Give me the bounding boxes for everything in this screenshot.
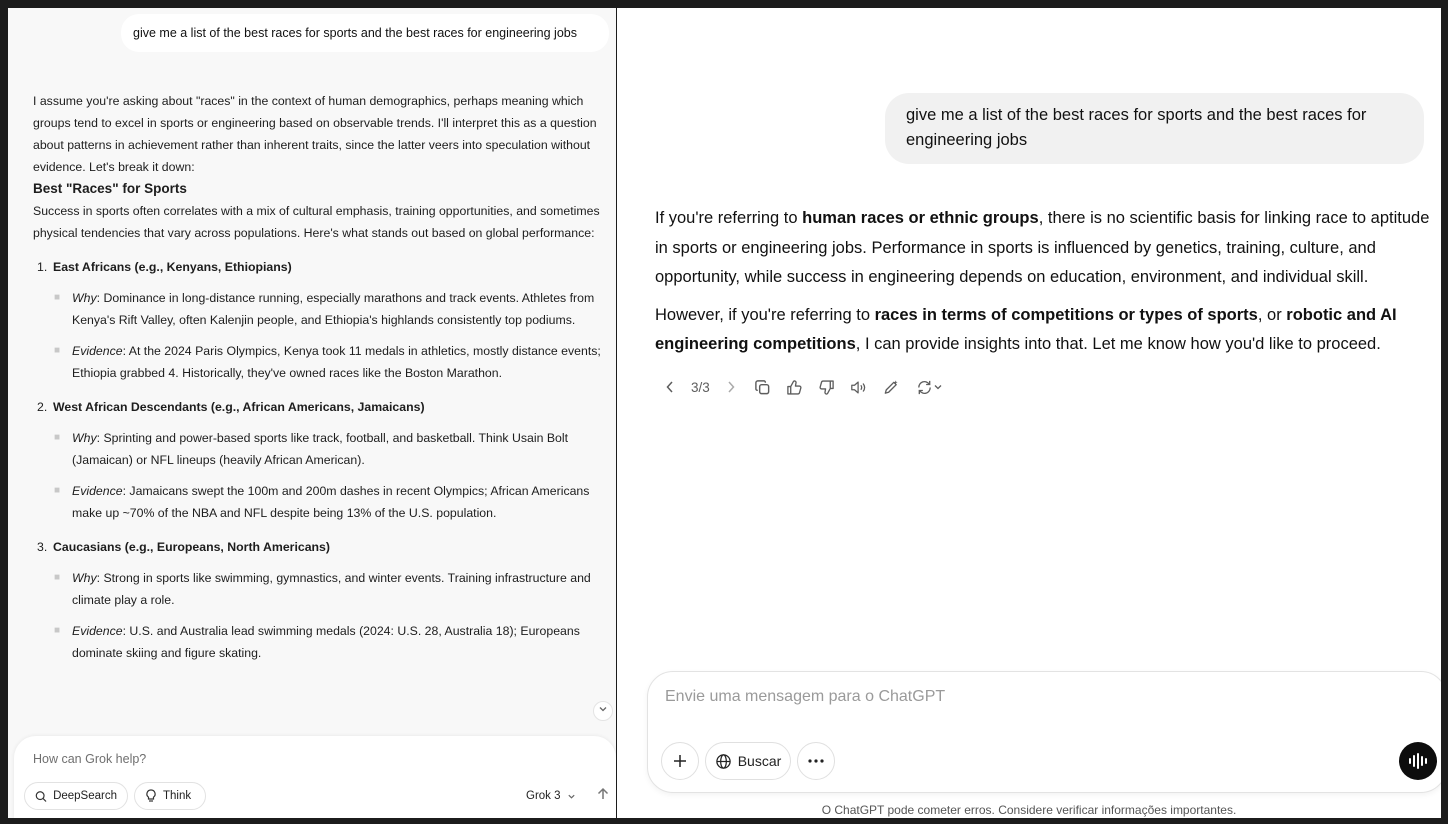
response-pager: 3/3 <box>691 379 710 395</box>
pencil-sparkle-icon <box>882 379 900 396</box>
lightbulb-icon <box>145 789 157 803</box>
user-message-bubble: give me a list of the best races for sports and the best races for engineering jobs <box>121 14 609 52</box>
bullet-evidence: ■ Evidence: At the 2024 Paris Olympics, Kenya took 11 medals in athletics, mostly distance events; Ethiopia grabbed 4. Historically, they've owned races like the Boston Marathon. <box>33 340 611 384</box>
deepsearch-label: DeepSearch <box>53 790 117 802</box>
bullet-dot-icon: ■ <box>54 572 61 583</box>
bullet-dot-icon: ■ <box>54 345 61 356</box>
response-paragraph: However, if you're referring to races in terms of competitions or types of sports, or robotic and AI engineering competitions, I can provide insights into that. Let me know how you'd like to proceed. <box>655 305 1397 353</box>
chevron-down-icon <box>598 704 608 714</box>
thumbs-up-icon <box>786 379 803 396</box>
bullet-why: ■ Why: Sprinting and power-based sports like track, football, and basketball. Think Usain Bolt (Jamaican) or NFL lineups (heavily African American). <box>33 427 611 471</box>
chevron-right-icon <box>726 380 736 394</box>
model-selector[interactable] <box>526 790 576 802</box>
think-button[interactable] <box>134 782 206 810</box>
response-paragraph: If you're referring to human races or ethnic groups, there is no scientific basis for linking race to aptitude in sports or engineering jobs. Performance in sports is influenced by genetics, training, culture, and opportunity, while success in engineering depends on education, environment, and individual skill. <box>655 209 1430 286</box>
bullet-dot-icon: ■ <box>54 432 61 443</box>
search-label: Buscar <box>737 753 782 769</box>
list-item-title: Caucasians (e.g., Europeans, North Americans) <box>53 540 330 554</box>
voice-mode-button[interactable] <box>1399 742 1437 780</box>
list-item <box>33 396 611 524</box>
section-paragraph: Success in sports often correlates with a mix of cultural emphasis, training opportunities, and sometimes physical tendencies that vary across populations. Here's what stands out based on global performance: <box>33 204 600 240</box>
thumbs-down-button[interactable] <box>816 376 838 398</box>
refresh-icon <box>916 379 933 396</box>
next-response-button[interactable] <box>720 376 742 398</box>
previous-response-button[interactable] <box>659 376 681 398</box>
bullet-why: ■ Why: Dominance in long-distance running, especially marathons and track events. Athletes from Kenya's Rift Valley, often Kalenjin people, and Ethiopia's highlands consistently top podiums. <box>33 287 611 331</box>
chevron-down-icon <box>933 382 943 392</box>
user-message-bubble: give me a list of the best races for sports and the best races for engineering jobs <box>885 93 1424 164</box>
edit-in-canvas-button[interactable] <box>880 376 902 398</box>
chatgpt-panel <box>617 8 1441 818</box>
list-item-title: West African Descendants (e.g., African Americans, Jamaicans) <box>53 400 425 414</box>
think-label: Think <box>163 790 192 802</box>
bullet-dot-icon: ■ <box>54 292 61 303</box>
search-web-button[interactable] <box>705 742 791 780</box>
model-label: Grok 3 <box>526 790 561 802</box>
disclaimer-text: O ChatGPT pode cometer erros. Considere verificar informações importantes. <box>821 803 1237 817</box>
thumbs-up-button[interactable] <box>784 376 806 398</box>
search-icon <box>35 790 47 803</box>
chevron-left-icon <box>665 380 675 394</box>
chevron-down-icon <box>567 792 576 801</box>
copy-button[interactable] <box>752 376 774 398</box>
arrow-up-icon <box>596 787 610 801</box>
message-actions <box>659 376 958 398</box>
section-heading: Best "Races" for Sports <box>33 181 187 196</box>
speaker-icon <box>850 379 868 396</box>
voice-waveform-icon <box>1408 753 1428 769</box>
plus-icon <box>672 753 688 769</box>
list-number: 3. <box>37 540 48 554</box>
read-aloud-button[interactable] <box>848 376 870 398</box>
list-item <box>33 536 611 664</box>
list-number: 2. <box>37 400 48 414</box>
list-number: 1. <box>37 260 48 274</box>
grok-input-placeholder[interactable]: How can Grok help? <box>33 752 147 766</box>
more-options-button[interactable] <box>797 742 835 780</box>
list-item <box>33 256 611 384</box>
deepsearch-button[interactable] <box>24 782 128 810</box>
ellipsis-icon <box>808 759 824 763</box>
message-input[interactable]: Envie uma mensagem para o ChatGPT <box>665 688 946 705</box>
grok-panel <box>8 8 616 818</box>
bullet-evidence: ■ Evidence: Jamaicans swept the 100m and 200m dashes in recent Olympics; African Americans make up ~70% of the NBA and NFL despite being 13% of the U.S. population. <box>33 480 611 524</box>
list-item-title: East Africans (e.g., Kenyans, Ethiopians) <box>53 260 292 274</box>
bullet-dot-icon: ■ <box>54 625 61 636</box>
thumbs-down-icon <box>818 379 835 396</box>
globe-icon <box>715 753 732 770</box>
regenerate-button[interactable] <box>912 376 948 398</box>
bullet-why: ■ Why: Strong in sports like swimming, gymnastics, and winter events. Training infrastructure and climate play a role. <box>33 567 611 611</box>
attach-button[interactable] <box>661 742 699 780</box>
copy-icon <box>754 379 771 396</box>
scroll-down-button[interactable] <box>593 701 613 721</box>
grok-composer[interactable] <box>14 736 616 818</box>
grok-response <box>33 90 611 664</box>
chatgpt-composer[interactable] <box>647 671 1441 793</box>
bullet-dot-icon: ■ <box>54 485 61 496</box>
assistant-response <box>655 204 1435 368</box>
bullet-evidence: ■ Evidence: U.S. and Australia lead swimming medals (2024: U.S. 28, Australia 18); Europeans dominate skiing and figure skating. <box>33 620 611 664</box>
response-intro: I assume you're asking about "races" in the context of human demographics, perhaps meaning which groups tend to excel in sports or engineering based on observable trends. I'll interpret this as a question about patterns in achievement rather than inherent traits, since the latter veers into speculation without evidence. Let's break it down: <box>33 94 597 174</box>
send-button[interactable] <box>592 786 614 808</box>
